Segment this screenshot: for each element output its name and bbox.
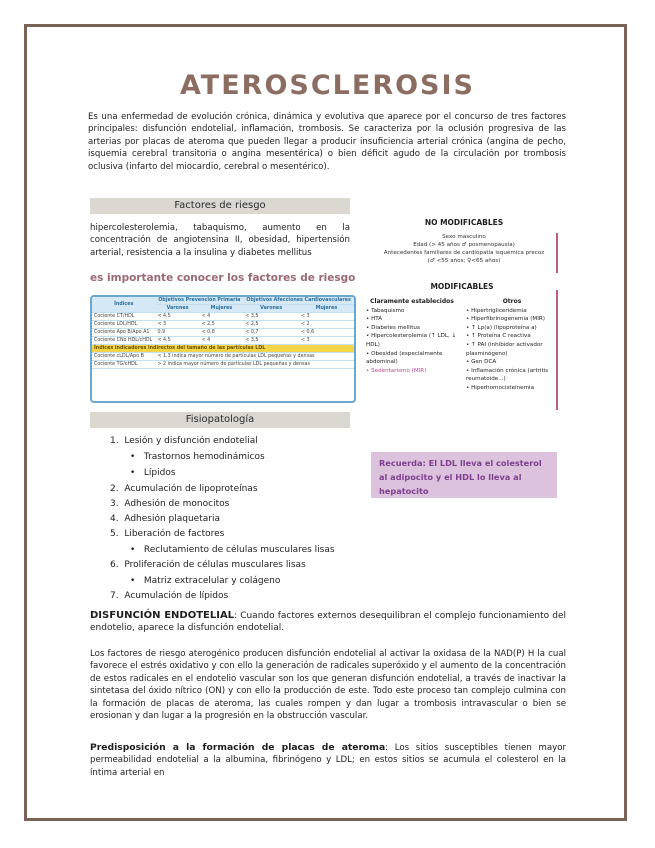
- table-cell: < 4,5: [155, 337, 199, 345]
- table-cell: 0,9: [155, 329, 199, 337]
- nomod-line: Sexo masculino: [442, 234, 486, 240]
- list-item: • HTA: [366, 316, 383, 323]
- list-item: • ↑ PAI (inhibidor activador plasminógeno): [466, 341, 543, 357]
- modificables-heading: MODIFICABLES: [430, 282, 494, 291]
- list-item: • ↑ Proteína C reactiva: [466, 333, 531, 340]
- list-item: 6. Proliferación de células musculares lisas: [110, 560, 306, 570]
- predisposicion-text: : Los sitios susceptibles tienen mayor permeabilidad endotelial a la albumina, fibrinógeno y LDL; en estos sitios se acumula el colesterol en la íntima arterial en: [90, 743, 566, 778]
- nomod-line: (♂ <55 años; ♀<65 años): [427, 258, 501, 264]
- table-cell: < 3,5: [243, 313, 299, 321]
- list-item: 2. Acumulación de lipoproteínas: [110, 484, 258, 494]
- table-row: [92, 337, 354, 345]
- table-cell: Cociente Apo B/Apo A1: [92, 329, 155, 337]
- table-cell: > 2 indica mayor número de partículas LDL pequeñas y densas: [155, 361, 354, 369]
- mod-left-title: Claramente establecidos: [370, 298, 454, 305]
- list-item: • Obesidad (especialmente abdominal): [366, 350, 443, 366]
- table-cell: < 0,7: [243, 329, 299, 337]
- disfuncion-paragraph: [90, 610, 566, 635]
- list-item: • Hiperfibrinogenemia (MIR): [466, 316, 545, 323]
- list-item: • Inflamación crónica (artritis reumatoide...): [466, 367, 549, 383]
- nomod-line: Antecedentes familiares de cardiopatía isquémica precoz: [383, 250, 545, 256]
- group-cardio: Objetivos Afecciones Cardiovasculares: [243, 297, 354, 305]
- table-cell: < 3,5: [243, 337, 299, 345]
- table-cell: Cociente LDL/HDL: [92, 321, 155, 329]
- table-row: [92, 353, 354, 361]
- disfuncion-text: : Cuando factores externos desequilibran el complejo funcionamiento del endotelio, aparece la disfunción endotelial.: [90, 611, 566, 634]
- list-item: • Tabaquismo: [366, 307, 405, 314]
- table-cell: < 3: [155, 321, 199, 329]
- table-cell: < 0,8: [200, 329, 244, 337]
- table-cell: Cociente TG/cHDL: [92, 361, 155, 369]
- risk-text: hipercolesterolemia, tabaquismo, aumento en la concentración de angiotensina II, obesidad, hipertensión arterial, resistencia a la insulina y diabetes mellitus: [90, 223, 350, 258]
- predisposicion-label: Predisposición a la formación de placas de ateroma: [90, 742, 386, 753]
- table-row: [92, 329, 354, 337]
- mod-right-title: Otros: [502, 298, 522, 305]
- table-yellow-row: Índices indicadores indirectos del tamaño de las partículas LDL: [92, 345, 354, 353]
- table-row: [92, 313, 354, 321]
- disfuncion-label: DISFUNCIÓN ENDOTELIAL: [90, 610, 235, 621]
- page-title: ATEROSCLEROSIS: [180, 70, 475, 101]
- table-row: [92, 321, 354, 329]
- list-item: • Hiperhomocisteinemia: [466, 384, 535, 391]
- table-cell: < 3: [299, 337, 354, 345]
- list-item: 5. Liberación de factores: [110, 529, 225, 539]
- list-item: • Reclutamiento de células musculares lisas: [130, 545, 335, 555]
- table-cell: < 1,3 indica mayor número de partículas LDL pequeñas y densas: [155, 353, 354, 361]
- modificables-box: [366, 282, 558, 412]
- accent-bar: [556, 290, 558, 410]
- factores-paragraph: Los factores de riesgo aterogénico producen disfunción endotelial al activar la oxidasa de la NAD(P) H la cual favorece el estrés oxidativo y con ello la generación de radicales superóxido y el aumento de la concentración de estos radicales en el endotelio vascular son los que generan disfunción endotelial, a través de inactivar la sintetasa del óxido nítrico (ON) y con ello la producción de este. Todo este proceso tan complejo culmina con la formación de placas de ateroma, las cuales rompen y dan lugar a trombosis intravascular o bien se erosionan y dan lugar a la progresión en la obstrucción vascular.: [90, 649, 566, 722]
- table-row: [92, 361, 354, 369]
- risk-index-table: [90, 295, 356, 403]
- list-item: 4. Adhesión plaquetaria: [110, 514, 220, 524]
- intro-paragraph: Es una enfermedad de evolución crónica, dinámica y evolutiva que aparece por el concurso de tres factores principales: disfunción endotelial, inflamación, trombosis. Se caracteriza por la oclusión progresiva de las arterias por placas de ateroma que pueden llegar a producir insuficiencia arterial crónica (angina de pecho, isquemia cerebral transitoria o angina mesentérica) o bien déficit agudo de la circulación por trombosis oclusiva (infarto del miocardio, cerebral o mesentérico).: [88, 112, 566, 172]
- table-cell: < 4,5: [155, 313, 199, 321]
- callout-box: Recuerda: El LDL lleva el colesterol al adipocito y el HDL lo lleva al hepatocito: [371, 452, 557, 498]
- list-item: • Sedentarismo (MIR): [366, 367, 427, 374]
- table-cell: Cociente CT/HDL: [92, 313, 155, 321]
- table-cell: Cociente cLDL/Apo B: [92, 353, 155, 361]
- no-modificables-heading: NO MODIFICABLES: [424, 218, 504, 227]
- risk-section-heading: Factores de riesgo: [90, 198, 350, 214]
- list-item: • Matriz extracelular y colágeno: [130, 576, 281, 586]
- accent-bar: [556, 233, 558, 273]
- table-cell: < 2,5: [200, 321, 244, 329]
- list-item: • Lípidos: [130, 468, 176, 478]
- list-item: • ↑ Lp(a) (lipoproteína a): [466, 324, 537, 331]
- list-item: • Hipertrigliceridemia: [466, 307, 527, 314]
- list-item: • Diabetes mellitus: [366, 324, 420, 331]
- no-modificables-box: [368, 218, 560, 265]
- sub-col: Mujeres: [200, 305, 244, 313]
- table-cell: < 2,5: [243, 321, 299, 329]
- list-item: 1. Lesión y disfunción endotelial: [110, 436, 258, 446]
- fisio-section-heading: Fisiopatología: [90, 412, 350, 428]
- nomod-line: Edad (> 45 años ♂ posmenopausia): [413, 242, 515, 248]
- group-primary: Objetivos Prevención Primaria: [155, 297, 243, 305]
- table-cell: < 4: [200, 313, 244, 321]
- table-cell: < 2: [299, 321, 354, 329]
- table-cell: < 0,6: [299, 329, 354, 337]
- predisposicion-paragraph: [90, 742, 566, 779]
- table-cell: Cociente CNo HDL/cHDL: [92, 337, 155, 345]
- col-indices: Índices: [92, 297, 155, 313]
- sub-col: Varones: [243, 305, 299, 313]
- table-cell: < 4: [200, 337, 244, 345]
- list-item: • Hipercolesterolemia (↑ LDL, ↓ HDL): [366, 333, 457, 348]
- list-item: 3. Adhesión de monocitos: [110, 499, 230, 509]
- risk-note: es importante conocer los factores de riesgo: [90, 272, 356, 284]
- sub-col: Varones: [155, 305, 199, 313]
- list-item: 7. Acumulación de lípidos: [110, 591, 229, 601]
- list-item: • Trastornos hemodinámicos: [130, 452, 265, 462]
- table-cell: < 3: [299, 313, 354, 321]
- sub-col: Mujeres: [299, 305, 354, 313]
- list-item: • Gen DCA: [466, 359, 497, 366]
